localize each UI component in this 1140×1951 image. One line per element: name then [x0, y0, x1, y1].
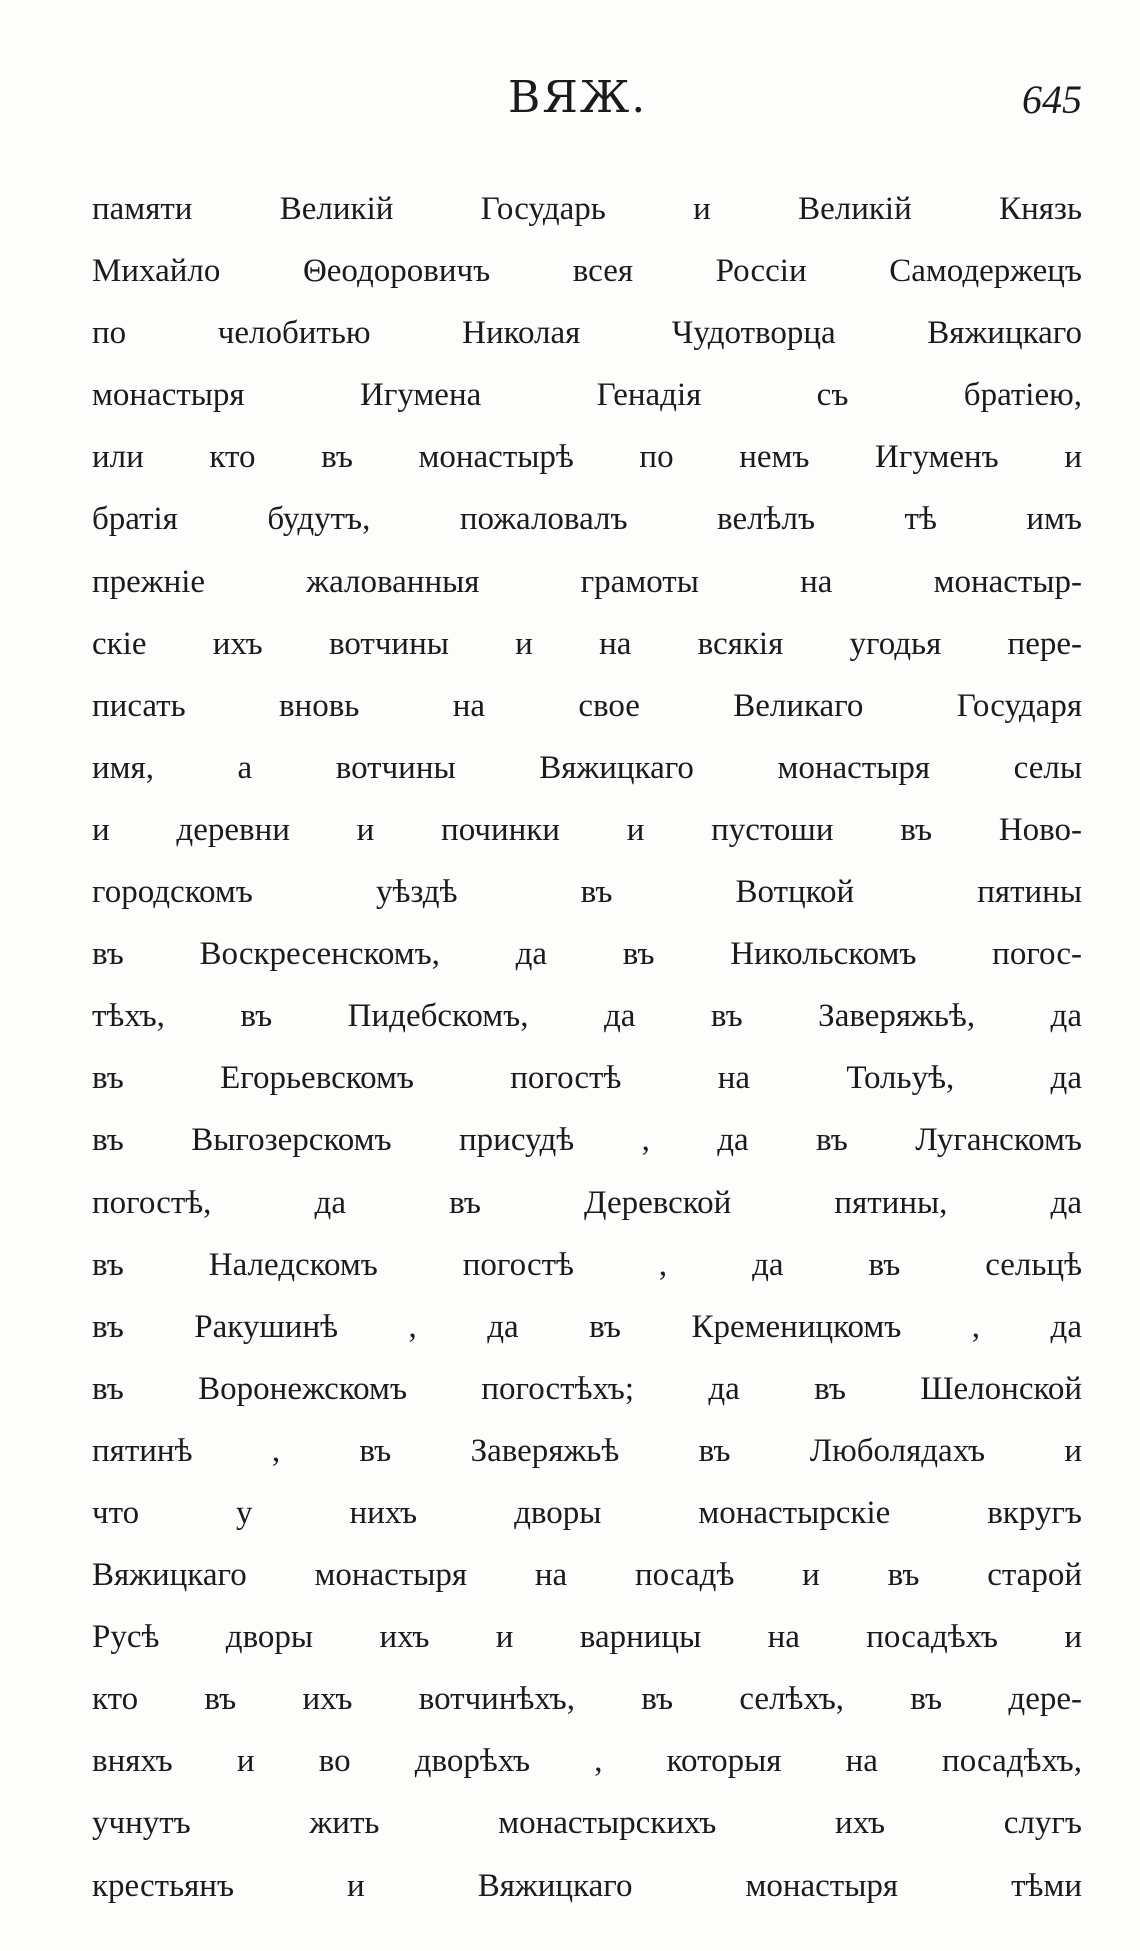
- text-line: учнутъ жить монастырскихъ ихъ слугъ: [92, 1805, 1082, 1842]
- body-text: [92, 178, 1082, 1917]
- text-line: погостѣ, да въ Деревской пятины, да: [92, 1184, 1082, 1221]
- text-line: прежніе жалованныя грамоты на монастыр-: [92, 563, 1082, 600]
- text-line: въ Воронежскомъ погостѣхъ; да въ Шелонской: [92, 1370, 1082, 1407]
- page-number: 645: [1022, 77, 1082, 122]
- text-line: въ Егорьевскомъ погостѣ на Тольуѣ, да: [92, 1060, 1082, 1097]
- text-line: Вяжицкаго монастыря на посадѣ и въ старой: [92, 1557, 1082, 1594]
- running-head: [0, 72, 1140, 142]
- text-line: вняхъ и во дворѣхъ , которыя на посадѣхъ,: [92, 1743, 1082, 1780]
- text-line: кто въ ихъ вотчинѣхъ, въ селѣхъ, въ дере-: [92, 1681, 1082, 1718]
- text-line: Михайло Θеодоровичъ всея Россіи Самодержецъ: [92, 253, 1082, 290]
- text-line: крестьянъ и Вяжицкаго монастыря тѣми: [92, 1867, 1082, 1904]
- text-line: пятинѣ , въ Заверяжьѣ въ Люболядахъ и: [92, 1432, 1082, 1469]
- text-line: писать вновь на свое Великаго Государя: [92, 687, 1082, 724]
- text-line: монастыря Игумена Генадія съ братіею,: [92, 377, 1082, 414]
- text-line: братія будутъ, пожаловалъ велѣлъ тѣ имъ: [92, 501, 1082, 538]
- text-line: что у нихъ дворы монастырскіе вкругъ: [92, 1494, 1082, 1531]
- text-line: скіе ихъ вотчины и на всякія угодья пере-: [92, 625, 1082, 662]
- text-line: и деревни и починки и пустоши въ Ново-: [92, 811, 1082, 848]
- text-line: городскомъ уѣздѣ въ Вотцкой пятины: [92, 874, 1082, 911]
- text-line: по челобитью Николая Чудотворца Вяжицкаго: [92, 315, 1082, 352]
- section-title: ВЯЖ.: [508, 72, 648, 123]
- text-line: Русѣ дворы ихъ и варницы на посадѣхъ и: [92, 1619, 1082, 1656]
- text-line: памяти Великій Государь и Великій Князь: [92, 191, 1082, 227]
- text-line: въ Выгозерскомъ присудѣ , да въ Луганскомъ: [92, 1122, 1082, 1159]
- text-line: въ Наледскомъ погостѣ , да въ сельцѣ: [92, 1246, 1082, 1283]
- text-line: въ Воскресенскомъ, да въ Никольскомъ погос-: [92, 936, 1082, 973]
- text-line: тѣхъ, въ Пидебскомъ, да въ Заверяжьѣ, да: [92, 998, 1082, 1035]
- text-line: въ Ракушинѣ , да въ Кременицкомъ , да: [92, 1308, 1082, 1345]
- text-line: или кто въ монастырѣ по немъ Игуменъ и: [92, 439, 1082, 476]
- text-line: имя, а вотчины Вяжицкаго монастыря селы: [92, 749, 1082, 786]
